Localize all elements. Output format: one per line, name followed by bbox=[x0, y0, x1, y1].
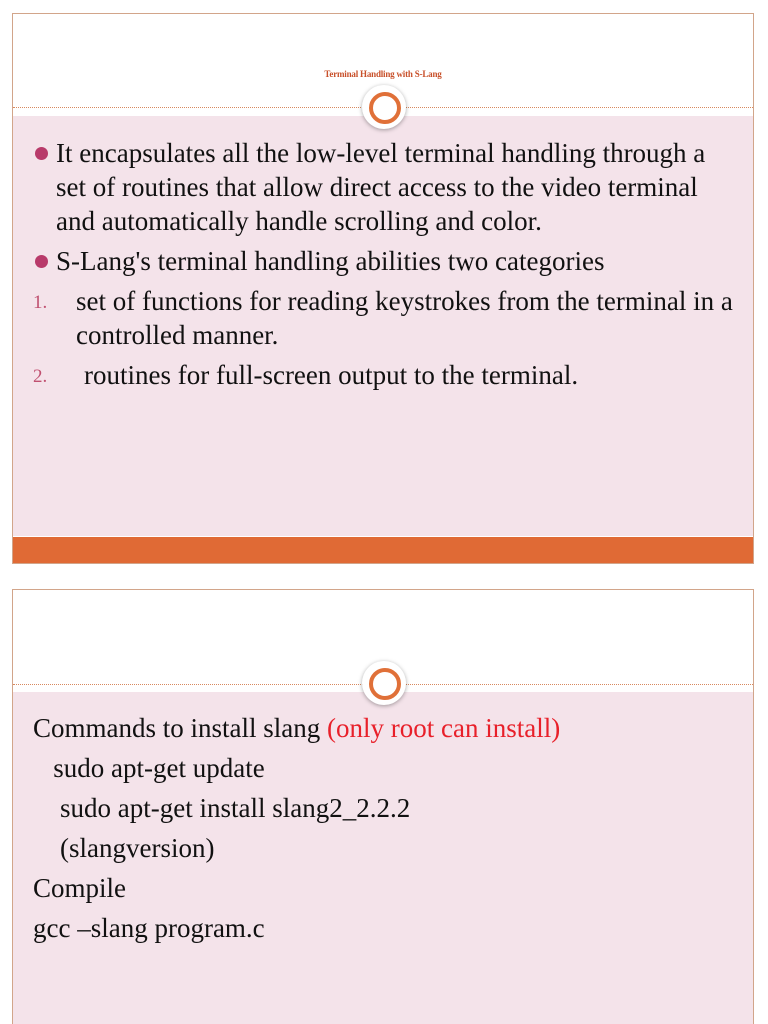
numbered-text: set of functions for reading keystrokes from the terminal in a controlled manner. bbox=[76, 286, 733, 350]
install-heading-text: Commands to install slang bbox=[33, 713, 327, 743]
ring-ornament-icon bbox=[362, 661, 406, 705]
numbered-text: routines for full-screen output to the terminal. bbox=[84, 360, 579, 390]
command-line: gcc –slang program.c bbox=[33, 913, 265, 943]
bullet-text: It encapsulates all the low-level terminal handling through a set of routines that allow direct access to the video terminal and automatically handle scrolling and color. bbox=[56, 138, 706, 236]
slide-1 bbox=[12, 13, 754, 564]
slide-1-content bbox=[13, 136, 753, 398]
ring-ornament-icon bbox=[362, 85, 406, 129]
slide-2-content bbox=[33, 708, 733, 948]
numbered-item bbox=[13, 284, 753, 352]
install-heading bbox=[33, 708, 733, 748]
root-note: (only root can install) bbox=[327, 713, 561, 743]
bullet-item bbox=[13, 136, 753, 238]
bullet-dot-icon bbox=[35, 255, 48, 268]
slide-2 bbox=[12, 589, 754, 1024]
compile-heading: Compile bbox=[33, 873, 126, 903]
slide-title: Terminal Handling with S-Lang bbox=[324, 69, 442, 79]
bullet-text: S-Lang's terminal handling abilities two categories bbox=[56, 246, 605, 276]
item-number: 1. bbox=[33, 292, 48, 313]
numbered-item bbox=[13, 358, 753, 392]
command-line: sudo apt-get install slang2_2.2.2 bbox=[33, 793, 411, 823]
bullet-item bbox=[13, 244, 753, 278]
command-line: sudo apt-get update bbox=[33, 753, 265, 783]
command-line: (slangversion) bbox=[33, 833, 215, 863]
item-number: 2. bbox=[33, 366, 48, 387]
footer-accent-bar bbox=[13, 537, 753, 563]
bullet-dot-icon bbox=[35, 147, 48, 160]
